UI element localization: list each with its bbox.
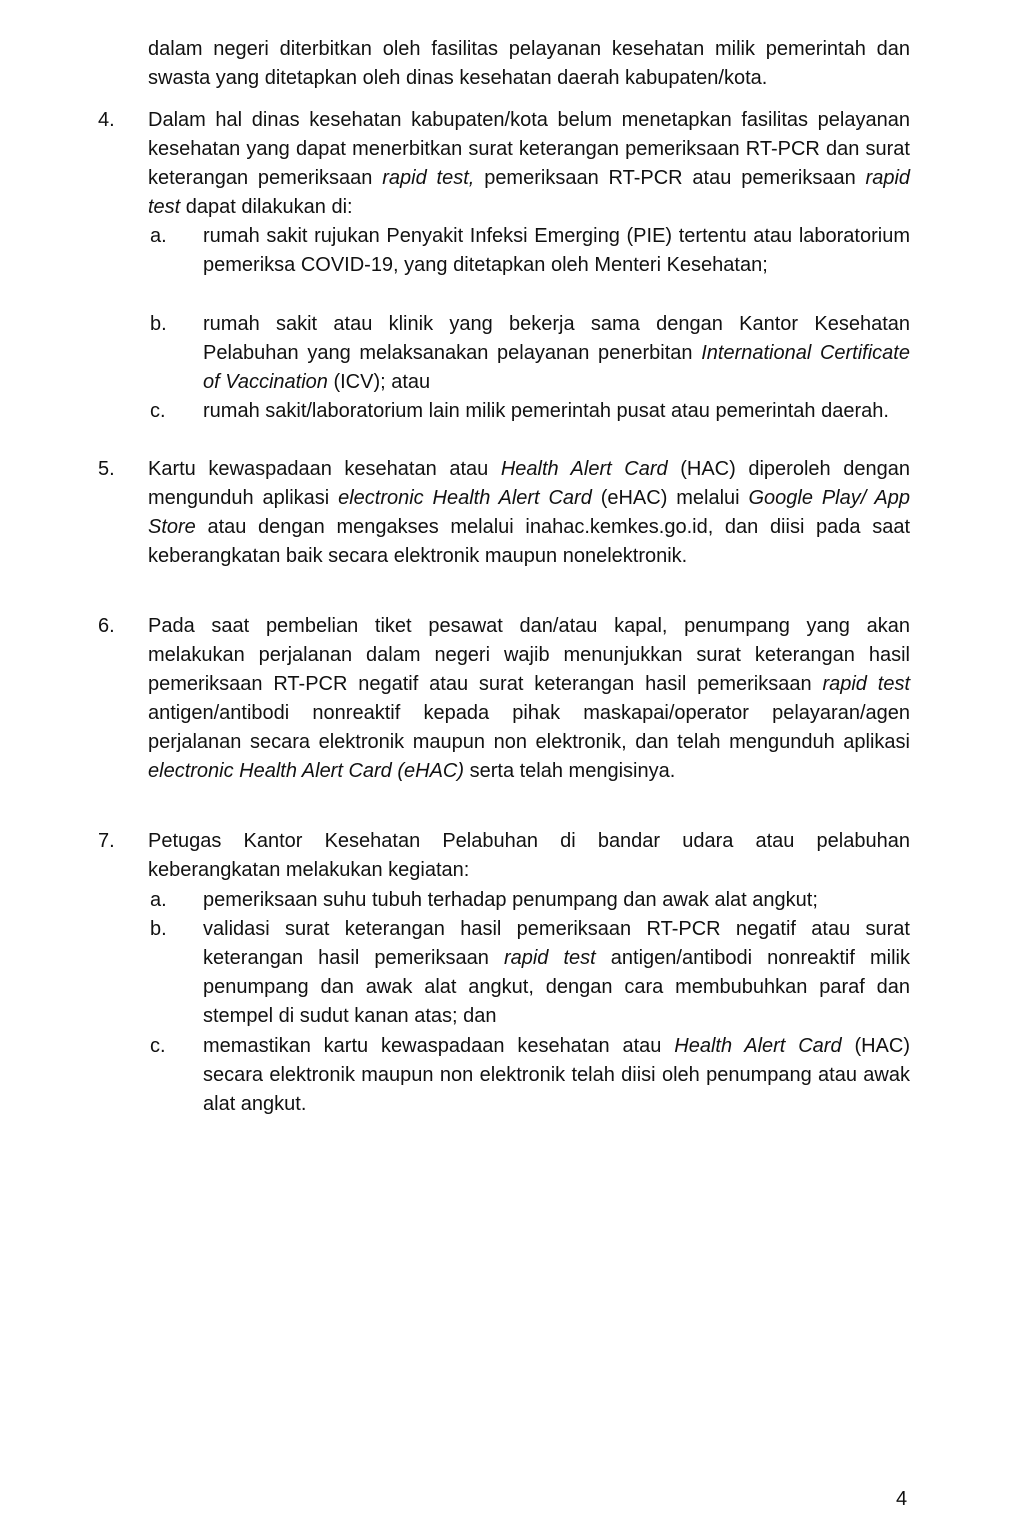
item-4c-letter: c. <box>150 400 166 422</box>
item-7-number: 7. <box>98 830 115 852</box>
item-7-paragraph: Petugas Kantor Kesehatan Pelabuhan di bandar udara atau pelabuhan keberangkatan melakukan kegiatan: <box>148 830 910 881</box>
item-5-number: 5. <box>98 458 115 480</box>
item-4-paragraph: Dalam hal dinas kesehatan kabupaten/kota belum menetapkan fasilitas pelayanan kesehatan yang dapat menerbitkan surat keterangan pemeriksaan RT-PCR dan surat keterangan pemeriksaan rapid test, pemeriksaan RT-PCR atau pemeriksaan rapid test dapat dilakukan di: <box>148 109 911 218</box>
item-7a-text: pemeriksaan suhu tubuh terhadap penumpang dan awak alat angkut; <box>203 889 818 911</box>
item-7b-letter: b. <box>150 918 167 940</box>
item-6-number: 6. <box>98 615 115 637</box>
item-7a-letter: a. <box>150 889 167 911</box>
item-4b-text: rumah sakit atau klinik yang bekerja sama dengan Kantor Kesehatan Pelabuhan yang melaksanakan pelayanan penerbitan International Certificate of Vaccination (ICV); atau <box>203 313 910 393</box>
item-4-number: 4. <box>98 109 115 131</box>
intro-paragraph: dalam negeri diterbitkan oleh fasilitas pelayanan kesehatan milik pemerintah dan swasta yang ditetapkan oleh dinas kesehatan daerah kabupaten/kota. <box>148 38 910 89</box>
item-6-paragraph: Pada saat pembelian tiket pesawat dan/atau kapal, penumpang yang akan melakukan perjalanan dalam negeri wajib menunjukkan surat keterangan hasil pemeriksaan RT-PCR negatif atau surat keterangan hasil pemeriksaan rapid test antigen/antibodi nonreaktif kepada pihak maskapai/operator pelayaran/agen perjalanan secara elektronik maupun non elektronik, dan telah mengunduh aplikasi electronic Health Alert Card (eHAC) serta telah mengisinya. <box>148 615 911 782</box>
item-4b-letter: b. <box>150 313 167 335</box>
page-number: 4 <box>896 1488 908 1510</box>
item-4a-letter: a. <box>150 225 167 247</box>
item-7b-text: validasi surat keterangan hasil pemeriksaan RT-PCR negatif atau surat keterangan hasil pemeriksaan rapid test antigen/antibodi nonreaktif milik penumpang dan awak alat angkut, dengan cara membubuhkan paraf dan stempel di sudut kanan atas; dan <box>203 918 910 1027</box>
item-7c-letter: c. <box>150 1035 166 1057</box>
item-4a-text: rumah sakit rujukan Penyakit Infeksi Emerging (PIE) tertentu atau laboratorium pemeriksa COVID-19, yang ditetapkan oleh Menteri Kesehatan; <box>203 225 910 276</box>
item-5-paragraph: Kartu kewaspadaan kesehatan atau Health Alert Card (HAC) diperoleh dengan mengunduh aplikasi electronic Health Alert Card (eHAC) melalui Google Play/ App Store atau dengan mengakses melalui inahac.kemkes.go.id, dan diisi pada saat keberangkatan baik secara elektronik maupun nonelektronik. <box>148 458 910 567</box>
item-4c-text: rumah sakit/laboratorium lain milik pemerintah pusat atau pemerintah daerah. <box>203 400 889 422</box>
item-7c-text: memastikan kartu kewaspadaan kesehatan atau Health Alert Card (HAC) secara elektronik maupun non elektronik telah diisi oleh penumpang atau awak alat angkut. <box>203 1035 910 1115</box>
